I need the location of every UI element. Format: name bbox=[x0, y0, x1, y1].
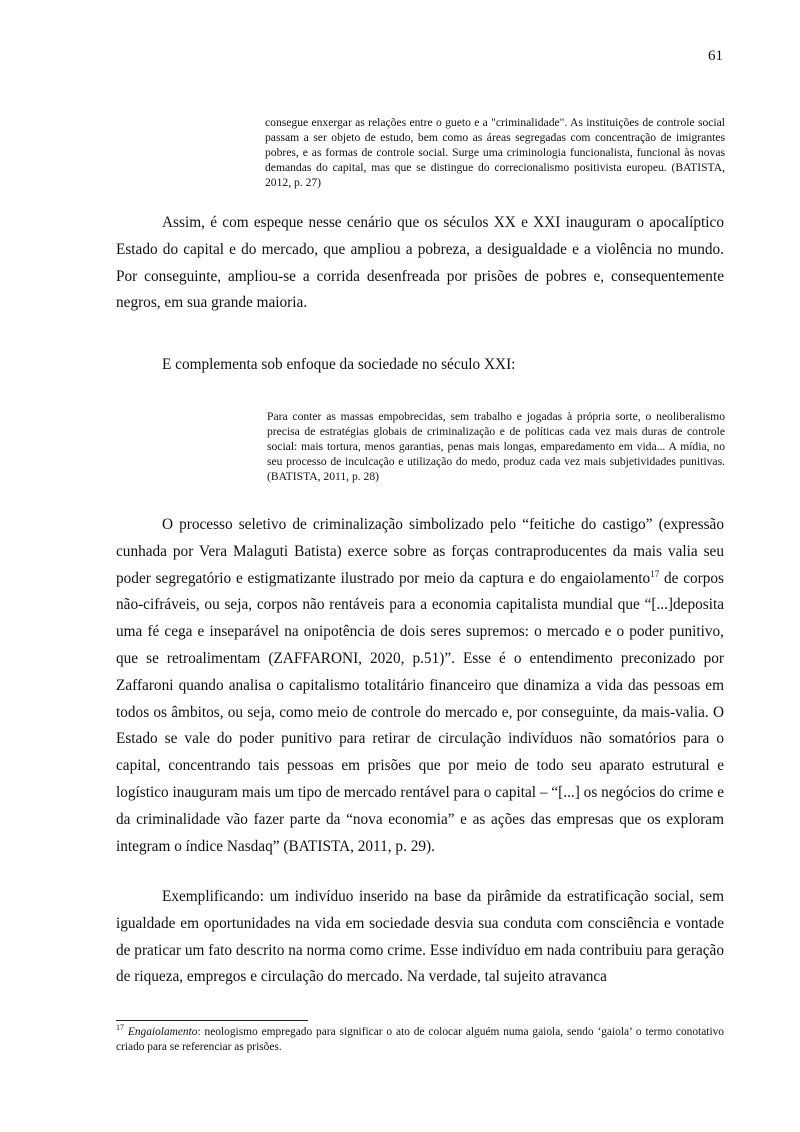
body-paragraph-4: Exemplificando: um indivíduo inserido na base da pirâmide da estratificação social, sem igualdade em oportunidades na vida em sociedade desvia sua conduta com consciência e vontade de praticar um fato descrito na norma como crime. Esse indivíduo em nada contribuiu para geração de riqueza, empregos e circulação do mercado. Na verdade, tal sujeito atravanca bbox=[116, 888, 724, 986]
footnote-term: Engaiolamento bbox=[127, 1026, 198, 1038]
footnote-number: 17 bbox=[116, 1023, 124, 1033]
block-quote-batista-2012: consegue enxergar as relações entre o gueto e a "criminalidade". As instituições de controle social passam a ser objeto de estudo, bem como as áreas segregadas com concentração de imigrantes pobres, e as formas de controle social. Surge uma criminologia funcionalista, funcional às novas demandas do capital, mas que se distingue do correcionalismo positivista europeu. (BATISTA, 2012, p. 27) bbox=[265, 116, 725, 189]
paragraph-3-text-before-note: O processo seletivo de criminalização simbolizado pelo “feitiche do castigo” (expressão cunhada por Vera Malaguti Batista) exerce sobre as forças contraproducentes da mais valia seu poder segregatório e estigmatizante ilustrado por meio da captura e do engaiolamento bbox=[116, 516, 724, 587]
paragraph-3-text-after-note: de corpos não-cifráveis, ou seja, corpos não rentáveis para a economia capitalista mundial que “[...]deposita uma fé cega e inseparável na onipotência de dois seres supremos: o mercado e o poder punitivo, que se retroalimentam (ZAFFARONI, 2020, p.51)”. Esse é o entendimento preconizado por Zaffaroni quando analisa o capitalismo totalitário financeiro que dinamiza a vida das pessoas em todos os âmbitos, ou seja, como meio de controle do mercado e, por conseguinte, da mais-valia. O Estado se vale do poder punitivo para retirar de circulação indivíduos não somatórios para o capital, concentrando tais pessoas em prisões que por meio de todo seu aparato estrutural e logístico inauguram mais um tipo de mercado rentável para o capital – “[...] os negócios do crime e da criminalidade vão fazer parte da “nova economia” e as ações das empresas que os exploram integram o índice Nasdaq” (BATISTA, 2011, p. 29). bbox=[116, 569, 724, 855]
footnote-text: : neologismo empregado para significar o ato de colocar alguém numa gaiola, sendo ‘gaiola’ o termo conotativo criado para se referenciar as prisões. bbox=[116, 1026, 724, 1053]
block-quote-batista-2011: Para conter as massas empobrecidas, sem trabalho e jogadas à própria sorte, o neoliberalismo precisa de estratégias globais de criminalização e de políticas cada vez mais duras de controle social: mais tortura, menos garantias, penas mais longas, emparedamento em vida... A mídia, no seu processo de inculcação e utilização do medo, produz cada vez mais subjetividades punitivas. (BATISTA, 2011, p. 28) bbox=[267, 410, 725, 483]
body-paragraph-2: E complementa sob enfoque da sociedade no século XXI: bbox=[162, 356, 516, 373]
footnote-divider bbox=[116, 1020, 308, 1021]
footnote-17 bbox=[116, 1025, 724, 1055]
body-paragraph-3 bbox=[116, 512, 724, 860]
footnote-reference-17[interactable]: 17 bbox=[650, 568, 660, 579]
body-paragraph-1: Assim, é com espeque nesse cenário que os séculos XX e XXI inauguram o apocalíptico Estado do capital e do mercado, que ampliou a pobreza, a desigualdade e a violência no mundo. Por conseguinte, ampliou-se a corrida desenfreada por prisões de pobres e, consequentemente negros, em sua grande maioria. bbox=[116, 214, 724, 312]
page-number: 61 bbox=[708, 48, 723, 64]
